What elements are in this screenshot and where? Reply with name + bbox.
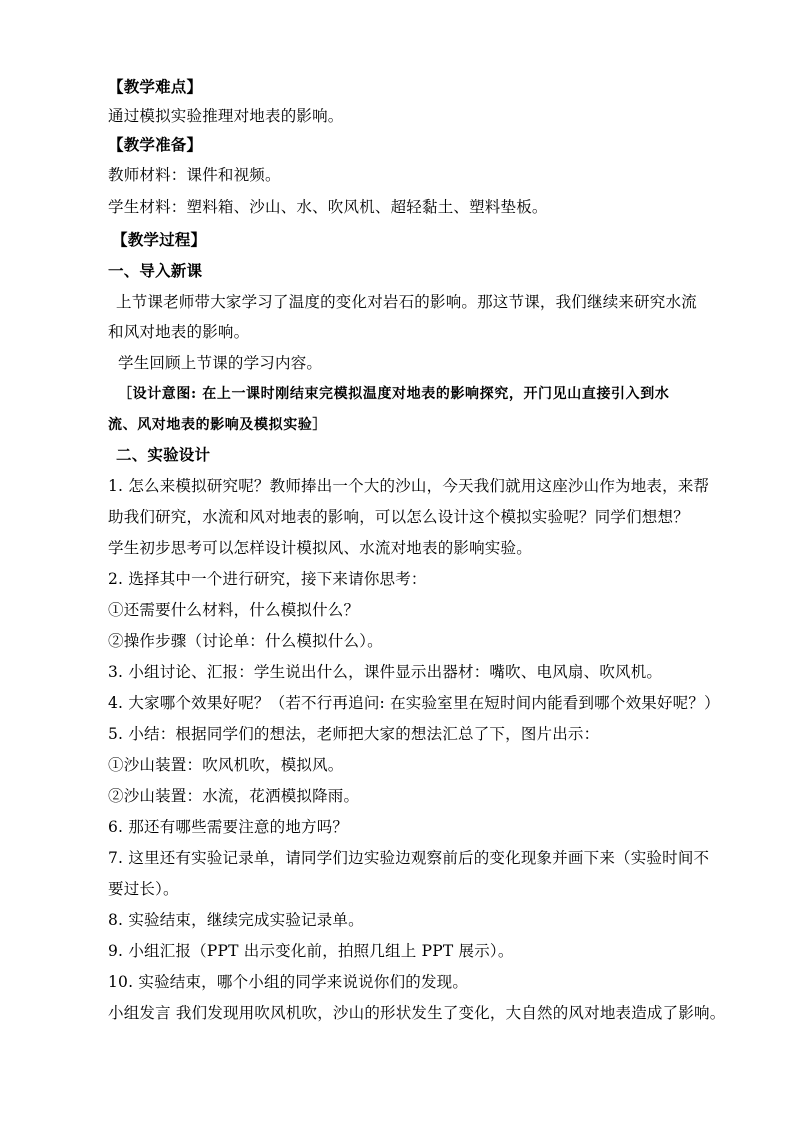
paragraph-teacher-materials: 教师材料：课件和视频。 xyxy=(108,166,281,184)
step-2-sub-1: ①还需要什么材料，什么模拟什么？ xyxy=(108,601,360,619)
paragraph-difficulty-text: 通过模拟实验推理对地表的影响。 xyxy=(108,107,344,125)
step-1-line-1: 1. 怎么来模拟研究呢？教师捧出一个大的沙山，今天我们就用这座沙山作为地表，来帮 xyxy=(108,477,710,495)
step-5-sub-2: ②沙山装置：水流，花洒模拟降雨。 xyxy=(108,787,360,805)
heading-section-one: 一、导入新课 xyxy=(108,261,203,280)
step-7-line-1: 7. 这里还有实验记录单，请同学们边实验边观察前后的变化现象并画下来（实验时间不 xyxy=(108,849,710,867)
step-2: 2. 选择其中一个进行研究，接下来请你思考： xyxy=(108,570,427,588)
step-1-line-2: 助我们研究，水流和风对地表的影响，可以怎么设计这个模拟实验呢？同学们想想？ xyxy=(108,508,689,526)
step-8: 8. 实验结束，继续完成实验记录单。 xyxy=(108,911,364,929)
design-intent-line-1: ［设计意图: 在上一课时刚结束完模拟温度对地表的影响探究，开门见山直接引入到水 xyxy=(118,386,670,402)
design-intent-line-2: 流、风对地表的影响及模拟实验］ xyxy=(108,417,327,433)
heading-section-two: 二、实验设计 xyxy=(116,445,211,464)
step-3: 3. 小组讨论、汇报：学生说出什么，课件显示出器材：嘴吹、电风扇、吹风机。 xyxy=(108,663,663,681)
step-4: 4. 大家哪个效果好呢？（若不行再追问: 在实验室里在短时间内能看到哪个效果好呢？） xyxy=(108,694,720,712)
step-2-sub-2: ②操作步骤（讨论单：什么模拟什么）。 xyxy=(108,632,383,650)
step-5: 5. 小结：根据同学们的想法，老师把大家的想法汇总了下，图片出示： xyxy=(108,725,600,743)
step-6: 6. 那还有哪些需要注意的地方吗？ xyxy=(108,818,349,836)
step-10: 10. 实验结束，哪个小组的同学来说说你们的发现。 xyxy=(108,973,469,991)
step-7-line-2: 要过长）。 xyxy=(108,880,179,898)
paragraph-intro-line-1: 上节课老师带大家学习了温度的变化对岩石的影响。那这节课，我们继续来研究水流 xyxy=(116,293,697,311)
heading-teaching-process: 【教学过程】 xyxy=(112,230,207,249)
step-5-sub-1: ①沙山装置：吹风机吹，模拟风。 xyxy=(108,756,344,774)
heading-teaching-difficulty: 【教学难点】 xyxy=(108,77,203,96)
heading-teaching-preparation: 【教学准备】 xyxy=(108,135,203,154)
paragraph-intro-line-2: 和风对地表的影响。 xyxy=(108,323,250,341)
step-9: 9. 小组汇报（PPT 出示变化前，拍照几组上 PPT 展示）。 xyxy=(108,942,514,960)
paragraph-student-materials: 学生材料：塑料箱、沙山、水、吹风机、超轻黏土、塑料垫板。 xyxy=(108,198,548,216)
paragraph-student-thinking: 学生初步思考可以怎样设计模拟风、水流对地表的影响实验。 xyxy=(108,539,532,557)
paragraph-student-review: 学生回顾上节课的学习内容。 xyxy=(118,354,323,372)
paragraph-group-speech: 小组发言 我们发现用吹风机吹，沙山的形状发生了变化，大自然的风对地表造成了影响。 xyxy=(108,1004,726,1022)
